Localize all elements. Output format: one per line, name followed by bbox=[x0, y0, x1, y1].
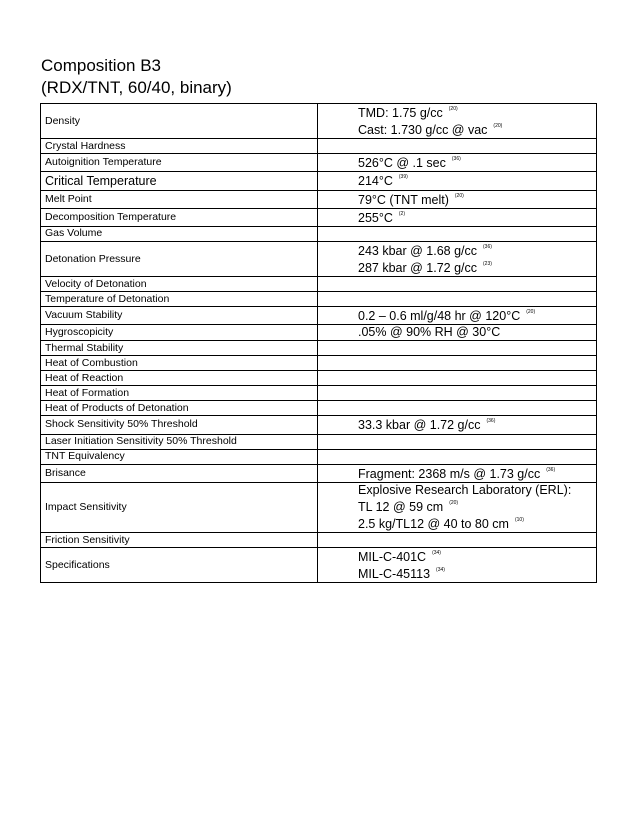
table-row bbox=[41, 226, 597, 241]
reference-marker: (20) bbox=[526, 309, 536, 316]
property-value bbox=[318, 208, 597, 226]
property-value bbox=[318, 154, 597, 172]
property-label: Density bbox=[41, 104, 318, 139]
property-label: Heat of Formation bbox=[41, 386, 318, 401]
reference-marker: (20) bbox=[448, 106, 458, 112]
value-line bbox=[358, 104, 596, 121]
property-value bbox=[318, 341, 597, 356]
value-line bbox=[358, 307, 596, 324]
property-label: Decomposition Temperature bbox=[41, 208, 318, 226]
table-row bbox=[41, 371, 597, 386]
reference-marker: (2) bbox=[398, 210, 406, 217]
value-line bbox=[358, 548, 596, 565]
property-label: Heat of Products of Detonation bbox=[41, 401, 318, 416]
reference-marker: (23) bbox=[483, 261, 492, 268]
reference-marker: (36) bbox=[486, 418, 496, 425]
value-text: 243 kbar @ 1.68 g/cc bbox=[358, 244, 478, 259]
table-row bbox=[41, 416, 597, 434]
table-row bbox=[41, 208, 597, 226]
value-text: 33.3 kbar @ 1.72 g/cc bbox=[358, 418, 481, 433]
table-row bbox=[41, 386, 597, 401]
value-text: 0.2 – 0.6 ml/g/48 hr @ 120°C bbox=[358, 309, 521, 324]
reference-marker: (36) bbox=[451, 156, 461, 163]
property-label: Friction Sensitivity bbox=[41, 533, 318, 548]
value-text: Fragment: 2368 m/s @ 1.73 g/cc bbox=[358, 466, 541, 481]
property-value bbox=[318, 104, 597, 139]
property-label: TNT Equivalency bbox=[41, 449, 318, 464]
value-line bbox=[358, 416, 596, 433]
property-value bbox=[318, 533, 597, 548]
table-row bbox=[41, 154, 597, 172]
property-label: Brisance bbox=[41, 464, 318, 482]
property-value bbox=[318, 386, 597, 401]
property-label: Temperature of Detonation bbox=[41, 292, 318, 307]
value-line bbox=[358, 483, 596, 498]
reference-marker: (20) bbox=[454, 192, 464, 199]
table-row bbox=[41, 341, 597, 356]
value-line bbox=[358, 515, 596, 532]
property-value bbox=[318, 401, 597, 416]
value-line bbox=[358, 172, 596, 189]
property-value bbox=[318, 356, 597, 371]
reference-marker: (36) bbox=[546, 466, 556, 473]
property-label: Detonation Pressure bbox=[41, 241, 318, 276]
property-value bbox=[318, 307, 597, 325]
value-line bbox=[358, 242, 596, 259]
property-label: Melt Point bbox=[41, 190, 318, 208]
property-value bbox=[318, 416, 597, 434]
property-label: Heat of Combustion bbox=[41, 356, 318, 371]
table-row bbox=[41, 464, 597, 482]
value-text: 255°C bbox=[358, 210, 393, 225]
property-value bbox=[318, 292, 597, 307]
table-row bbox=[41, 172, 597, 190]
table-row bbox=[41, 482, 597, 532]
property-label: Autoignition Temperature bbox=[41, 154, 318, 172]
property-value bbox=[318, 226, 597, 241]
table-row bbox=[41, 277, 597, 292]
value-text: 526°C @ .1 sec bbox=[358, 156, 446, 171]
table-row bbox=[41, 434, 597, 449]
value-text: 2.5 kg/TL12 @ 40 to 80 cm bbox=[358, 517, 509, 532]
value-line bbox=[358, 465, 596, 482]
property-label: Velocity of Detonation bbox=[41, 277, 318, 292]
reference-marker: (39) bbox=[398, 174, 408, 181]
value-text: 287 kbar @ 1.72 g/cc bbox=[358, 261, 478, 276]
property-value bbox=[318, 172, 597, 190]
property-value bbox=[318, 548, 597, 583]
value-text: MIL-C-401C bbox=[358, 550, 427, 565]
value-text: 214°C bbox=[358, 174, 393, 189]
property-value bbox=[318, 434, 597, 449]
property-label: Crystal Hardness bbox=[41, 139, 318, 154]
document-subtitle: (RDX/TNT, 60/40, binary) bbox=[41, 78, 232, 97]
property-label: Shock Sensitivity 50% Threshold bbox=[41, 416, 318, 434]
value-line bbox=[358, 498, 596, 515]
property-label: Impact Sensitivity bbox=[41, 482, 318, 532]
property-value bbox=[318, 449, 597, 464]
value-line bbox=[358, 259, 596, 276]
reference-marker: (36) bbox=[483, 243, 492, 250]
property-value bbox=[318, 482, 597, 532]
property-label: Vacuum Stability bbox=[41, 307, 318, 325]
value-text: TMD: 1.75 g/cc bbox=[358, 106, 443, 121]
table-row bbox=[41, 533, 597, 548]
properties-table-body bbox=[41, 104, 597, 583]
value-line bbox=[358, 121, 596, 138]
table-row bbox=[41, 307, 597, 325]
reference-marker: (10) bbox=[514, 516, 524, 523]
property-label: Specifications bbox=[41, 548, 318, 583]
reference-marker: (20) bbox=[449, 499, 459, 506]
value-line bbox=[358, 154, 596, 171]
property-label: Critical Temperature bbox=[41, 172, 318, 190]
reference-marker: (34) bbox=[436, 567, 445, 574]
value-text: Cast: 1.730 g/cc @ vac bbox=[358, 123, 488, 138]
property-label: Thermal Stability bbox=[41, 341, 318, 356]
table-row bbox=[41, 401, 597, 416]
document-title: Composition B3 bbox=[41, 56, 162, 75]
table-row bbox=[41, 356, 597, 371]
property-value bbox=[318, 277, 597, 292]
property-value bbox=[318, 190, 597, 208]
property-value bbox=[318, 325, 597, 341]
property-label: Gas Volume bbox=[41, 226, 318, 241]
property-label: Hygroscopicity bbox=[41, 325, 318, 341]
reference-marker: (20) bbox=[493, 123, 503, 130]
reference-marker: (34) bbox=[432, 550, 441, 557]
property-value bbox=[318, 241, 597, 276]
table-row bbox=[41, 325, 597, 341]
value-text: Explosive Research Laboratory (ERL): bbox=[358, 482, 572, 497]
property-label: Heat of Reaction bbox=[41, 371, 318, 386]
value-text: .05% @ 90% RH @ 30°C bbox=[358, 325, 501, 340]
value-text: 79°C (TNT melt) bbox=[358, 192, 449, 207]
property-value bbox=[318, 371, 597, 386]
property-label: Laser Initiation Sensitivity 50% Threshold bbox=[41, 434, 318, 449]
table-row bbox=[41, 548, 597, 583]
value-line bbox=[358, 325, 596, 340]
table-row bbox=[41, 449, 597, 464]
table-row bbox=[41, 190, 597, 208]
table-row bbox=[41, 104, 597, 139]
value-line bbox=[358, 565, 596, 582]
value-text: TL 12 @ 59 cm bbox=[358, 499, 444, 514]
property-value bbox=[318, 139, 597, 154]
value-line bbox=[358, 191, 596, 208]
value-line bbox=[358, 209, 596, 226]
property-value bbox=[318, 464, 597, 482]
table-row bbox=[41, 241, 597, 276]
value-text: MIL-C-45113 bbox=[358, 567, 431, 582]
properties-table bbox=[40, 103, 597, 583]
table-row bbox=[41, 292, 597, 307]
table-row bbox=[41, 139, 597, 154]
